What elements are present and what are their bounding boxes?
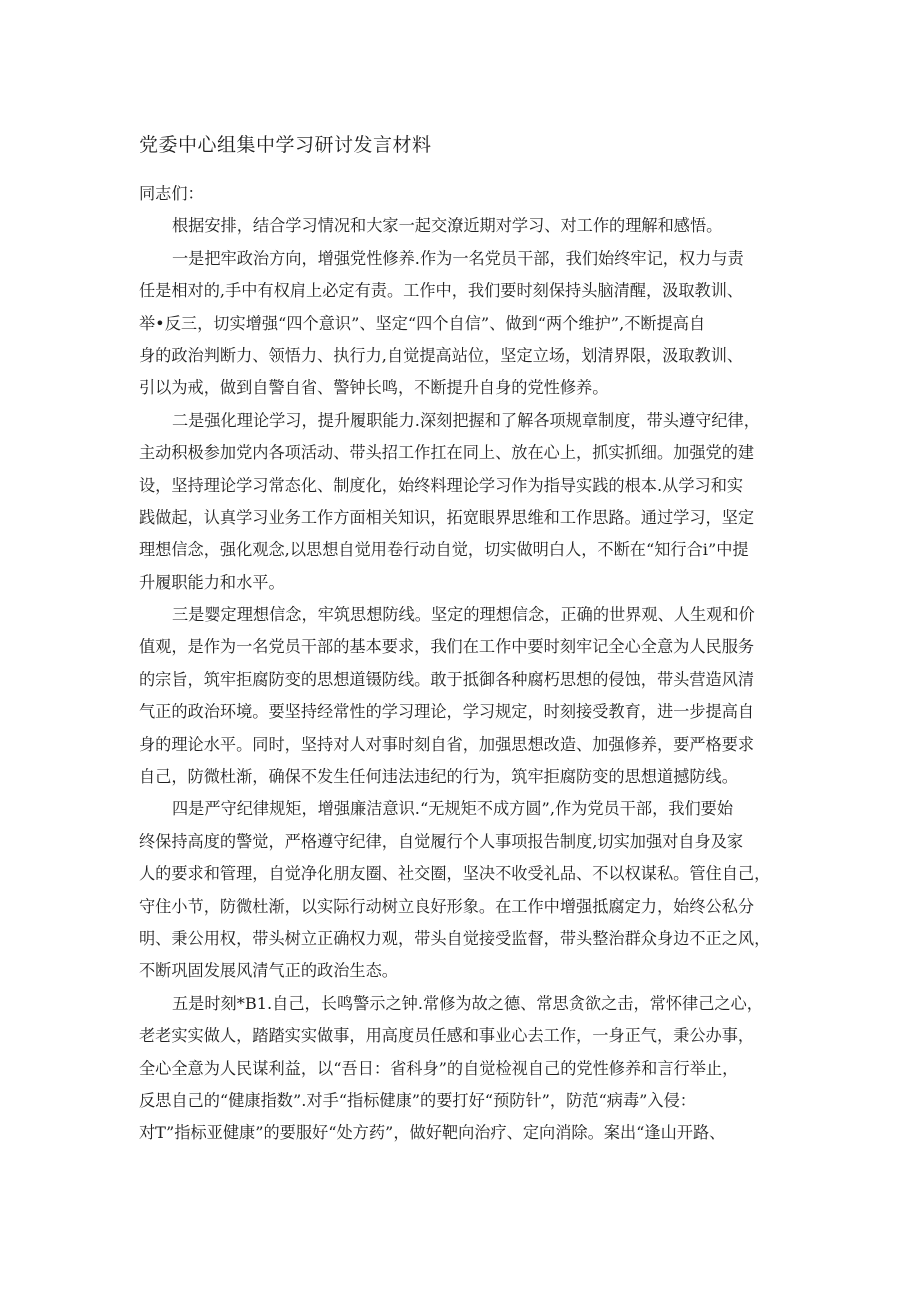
text-line: 引以为戒，做到自警自省、警钟长鸣，不断提升自身的党性修养。: [139, 378, 609, 398]
text-line: 根据安排，结合学习情况和大家一起交潦近期对学习、对工作的理解和感悟。: [172, 216, 723, 236]
text-line: 一是把牢政治方向，增强党性修养.作为一名党员干部，我们始终牢记，权力与责: [172, 248, 744, 268]
text-line: 任是相对的,手中有权肩上必定有责。工作中，我们要时刻保持头脑清醒，汲取教训、: [139, 281, 744, 301]
text-line: 终保持高度的警觉，严格遵守纪律，自觉履行个人事项报告制度,切实加强对自身及家: [139, 831, 744, 851]
text-line: 不断巩固发展风清气正的政治生态。: [139, 961, 398, 981]
text-line: 明、秉公用权，带头树立正确权力观，带头自觉接受监督，带头整治群众身边不正之风，: [139, 928, 771, 948]
text-line: 设，坚持理论学习常态化、制度化，始终料理论学习作为指导实践的根本.从学习和实: [139, 475, 744, 495]
text-line: 二是强化理论学习，提升履职能力.深刻把握和了解各项规章制度，带头遵守纪律，: [172, 410, 760, 430]
text-line: 主动积极参加党内各项活动、带头招工作扛在同上、放在心上，抓实抓细。加强党的建: [139, 443, 755, 463]
text-line: 五是时刻*B1.自己，长鸣警示之钟.常修为故之德、常思贪欲之击，常怀律己之心，: [172, 993, 763, 1013]
text-line: 同志们：: [139, 184, 204, 203]
document-title: 党委中心组集中学习研讨发言材料: [139, 134, 432, 156]
text-line: 老老实实做人，踏踏实实做事，用高度员任感和事业心去工作，一身正气，秉公办事，: [139, 1026, 755, 1046]
text-line: 践做起，认真学习业务工作方面相关知识，拓宽眼界思维和工作思路。通过学习，坚定: [139, 507, 755, 527]
text-line: 守住小节，防微杜渐，以实际行动树立良好形象。在工作中增强抵腐定力，始终公私分: [139, 896, 755, 916]
text-line: 的宗旨，筑牢拒腐防变的思想道镊防线。敢于抵御各种腐朽思想的侵蚀，带头营造风清: [139, 669, 755, 689]
text-line: 气正的政治环境。要坚持经常性的学习理论，学习规定，时刻接受教育，进一步提高自: [139, 702, 755, 722]
text-line: 全心全意为人民谋利益，以“吾日：省科身”的自觉检视自己的党性修养和言行举止，: [139, 1058, 739, 1078]
text-line: 自己，防微杜渐，确保不发生任何违法违纪的行为，筑牢拒腐防变的思想道撼防线。: [139, 767, 738, 787]
document-body: [139, 178, 795, 1150]
text-line: 四是严守纪律规矩，增强廉洁意识.“无规矩不成方圆”,作为党员干部，我们要始: [172, 799, 734, 819]
text-line: 三是婴定理想信念，牢筑思想防线。坚定的理想信念，正确的世界观、人生观和价: [172, 605, 755, 625]
text-line: 身的理论水平。同时，坚持对人对事时刻自省，加强思想改造、加强修养，要严格要求: [139, 734, 755, 754]
text-line: 理想信念，强化观念,以思想自觉用卷行动自觉，切实做明白人，不断在“知行合i”中提: [139, 540, 749, 560]
text-line: 举•反三，切实增强“四个意识”、坚定“四个自信”、做到“两个维护”,不断提高自: [139, 313, 706, 333]
text-line: 对T”指标亚健康”的要服好“处方药”，做好靶向治疗、定向消除。案出“逢山开路、: [139, 1123, 726, 1143]
text-line: 值观，是作为一名党员干部的基本要求，我们在工作中要时刻牢记全心全意为人民服务: [139, 637, 755, 657]
text-line: 身的政治判断力、领悟力、执行力,自觉提高站位，坚定立场，划清界限，汲取教训、: [139, 345, 744, 365]
text-line: 反思自己的“健康指数”.对手“指标健康”的要打好“预防针”，防范“病毒”入侵：: [139, 1090, 696, 1110]
text-line: 人的要求和管理，自觉净化朋友圈、社交圈，坚决不收受礼品、不以权谋私。管住自己，: [139, 864, 771, 884]
text-line: 升履职能力和水平。: [139, 572, 285, 592]
